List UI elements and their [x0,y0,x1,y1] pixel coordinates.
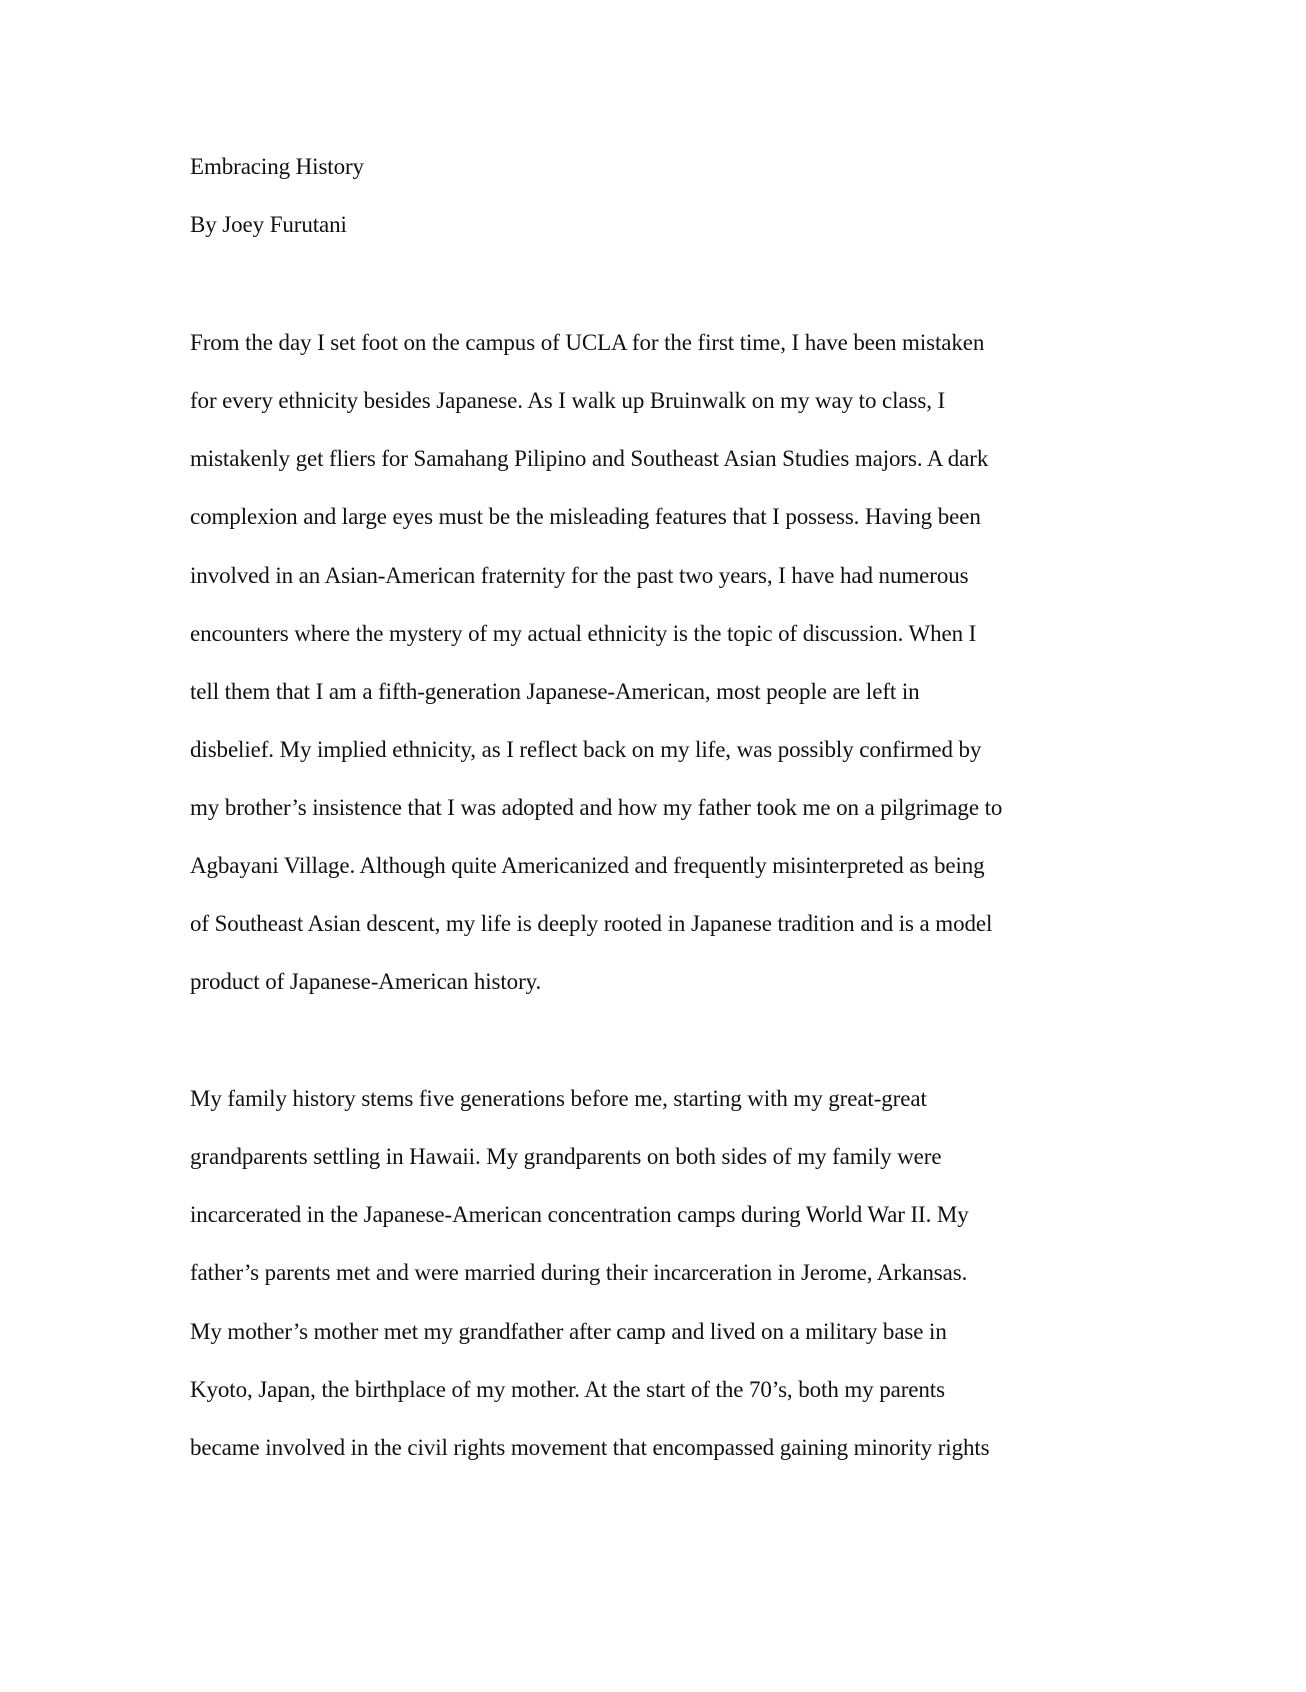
paragraph-line: My mother’s mother met my grandfather after camp and lived on a military base in [190,1319,947,1344]
document-byline: By Joey Furutani [190,212,347,237]
paragraph-line: of Southeast Asian descent, my life is deeply rooted in Japanese tradition and is a model [190,911,993,936]
paragraph-line: disbelief. My implied ethnicity, as I reflect back on my life, was possibly confirmed by [190,737,982,762]
paragraph-line: grandparents settling in Hawaii. My grandparents on both sides of my family were [190,1144,942,1169]
paragraph-line: Kyoto, Japan, the birthplace of my mother. At the start of the 70’s, both my parents [190,1377,945,1402]
paragraph-line: incarcerated in the Japanese-American concentration camps during World War II. My [190,1202,969,1227]
paragraph-line: involved in an Asian-American fraternity for the past two years, I have had numerous [190,563,969,588]
paragraph-line: From the day I set foot on the campus of UCLA for the first time, I have been mistaken [190,330,985,355]
paragraph-line: complexion and large eyes must be the misleading features that I possess. Having been [190,504,981,529]
paragraph-line: for every ethnicity besides Japanese. As I walk up Bruinwalk on my way to class, I [190,388,946,413]
paragraph-line: my brother’s insistence that I was adopted and how my father took me on a pilgrimage to [190,795,1003,820]
paragraph-line: tell them that I am a fifth-generation Japanese-American, most people are left in [190,679,920,704]
document-title: Embracing History [190,154,364,179]
paragraph-line: mistakenly get fliers for Samahang Pilipino and Southeast Asian Studies majors. A dark [190,446,989,471]
paragraph-line: became involved in the civil rights movement that encompassed gaining minority rights [190,1435,990,1460]
paragraph-line: encounters where the mystery of my actual ethnicity is the topic of discussion. When I [190,621,977,646]
paragraph-line: product of Japanese-American history. [190,969,542,994]
paragraph-line: Agbayani Village. Although quite Americanized and frequently misinterpreted as being [190,853,985,878]
paragraph-line: My family history stems five generations before me, starting with my great-great [190,1086,927,1111]
paragraph-line: father’s parents met and were married during their incarceration in Jerome, Arkansas. [190,1260,968,1285]
